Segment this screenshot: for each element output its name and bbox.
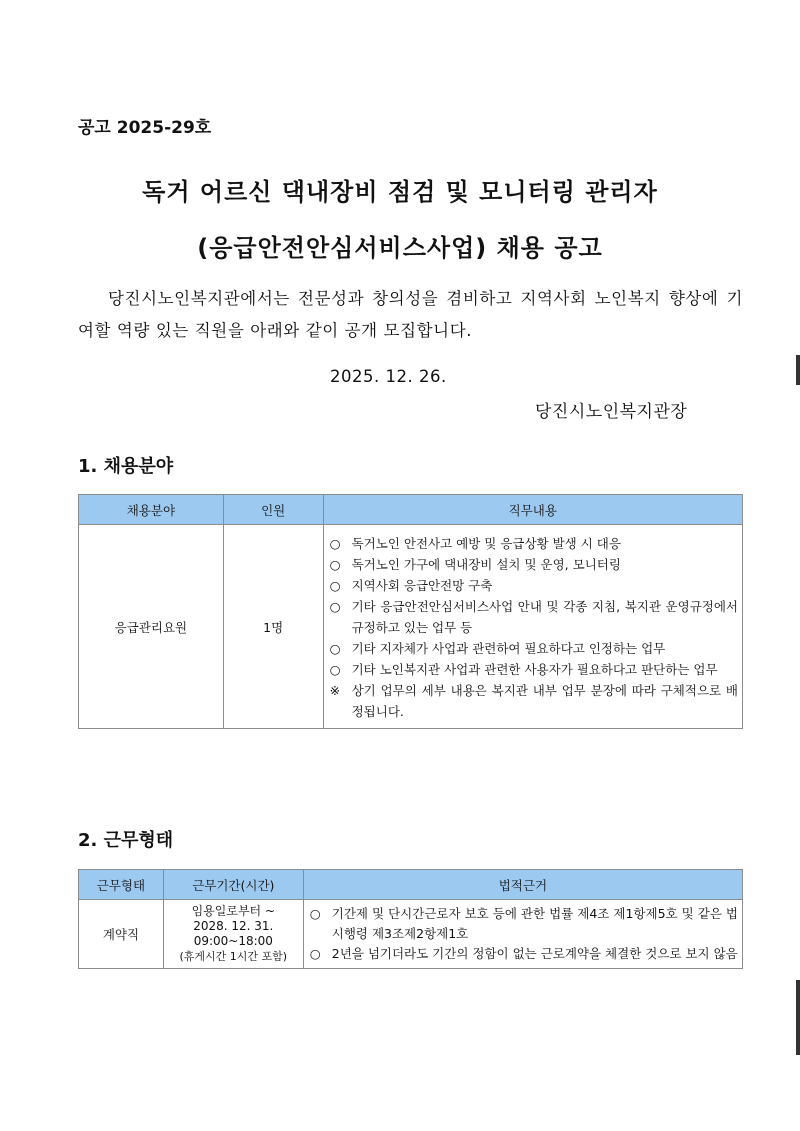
table-row <box>79 900 743 969</box>
duty-marker: ○ <box>329 536 341 551</box>
basis-cell <box>303 900 742 969</box>
count-cell: 1명 <box>223 525 323 729</box>
duty-marker: ○ <box>329 599 341 614</box>
duty-marker: ○ <box>329 641 341 656</box>
period-line: 09:00~18:00 <box>193 934 273 948</box>
recruitment-table <box>78 494 743 729</box>
duty-item <box>330 575 738 596</box>
notice-date: 2025. 12. 26. <box>330 367 447 386</box>
notice-number: 공고 2025-29호 <box>78 118 212 138</box>
duty-item <box>330 659 738 680</box>
duty-marker: ○ <box>329 578 341 593</box>
header-field: 채용분야 <box>79 495 224 525</box>
period-line: (휴게시간 1시간 포함) <box>179 950 288 963</box>
header-type: 근무형태 <box>79 870 164 900</box>
intro-paragraph: 당진시노인복지관에서는 전문성과 창의성을 겸비하고 지역사회 노인복지 향상에 기여할 역량 있는 직원을 아래와 같이 공개 모집합니다. <box>78 289 743 340</box>
section-2-title: 2. 근무형태 <box>78 830 174 851</box>
duty-item <box>330 596 738 638</box>
period-cell <box>163 900 303 969</box>
duty-text: 기타 노인복지관 사업과 관련한 사용자가 필요하다고 판단하는 업무 <box>351 662 718 677</box>
note-marker: ※ <box>329 683 341 698</box>
type-cell: 계약직 <box>79 900 164 969</box>
issuer: 당진시노인복지관장 <box>535 402 688 422</box>
header-basis: 법적근거 <box>303 870 742 900</box>
duty-note <box>330 680 738 722</box>
duty-marker: ○ <box>329 662 341 677</box>
basis-text: 2년을 넘기더라도 기간의 정함이 없는 근로계약을 체결한 것으로 보지 않음 <box>331 946 738 961</box>
field-cell: 응급관리요원 <box>79 525 224 729</box>
duty-text: 기타 지자체가 사업과 관련하여 필요하다고 인정하는 업무 <box>351 641 666 656</box>
header-count: 인원 <box>223 495 323 525</box>
basis-text: 기간제 및 단시간근로자 보호 등에 관한 법률 제4조 제1항제5호 및 같은 법 시행령 제3조제2항제1호 <box>331 906 738 941</box>
section-1-title: 1. 채용분야 <box>78 456 174 477</box>
employment-type-table <box>78 869 743 969</box>
duty-marker: ○ <box>329 557 341 572</box>
duty-text: 독거노인 가구에 댁내장비 설치 및 운영, 모니터링 <box>351 557 621 572</box>
page-edge-mark <box>796 355 800 385</box>
title-line-1: 독거 어르신 댁내장비 점검 및 모니터링 관리자 <box>142 178 658 206</box>
duties-cell <box>323 525 742 729</box>
table-row <box>79 525 743 729</box>
duty-text: 기타 응급안전안심서비스사업 안내 및 각종 지침, 복지관 운영규정에서 규정하고 있는 업무 등 <box>351 599 738 635</box>
title-line-2: (응급안전안심서비스사업) 채용 공고 <box>197 234 603 262</box>
period-line: 2028. 12. 31. <box>193 919 274 933</box>
basis-item <box>310 944 738 964</box>
basis-marker: ○ <box>309 946 321 961</box>
table-header-row <box>79 870 743 900</box>
duty-text: 독거노인 안전사고 예방 및 응급상황 발생 시 대응 <box>351 536 621 551</box>
page-edge-mark <box>796 980 800 1055</box>
duty-item <box>330 533 738 554</box>
duty-item <box>330 554 738 575</box>
period-line: 임용일로부터 ~ <box>191 904 276 918</box>
header-duties: 직무내용 <box>323 495 742 525</box>
table-header-row <box>79 495 743 525</box>
duty-item <box>330 638 738 659</box>
duty-text: 지역사회 응급안전망 구축 <box>351 578 493 593</box>
basis-marker: ○ <box>309 906 321 921</box>
basis-item <box>310 904 738 944</box>
header-period: 근무기간(시간) <box>163 870 303 900</box>
note-text: 상기 업무의 세부 내용은 복지관 내부 업무 분장에 따라 구체적으로 배정됩니다. <box>351 683 738 719</box>
